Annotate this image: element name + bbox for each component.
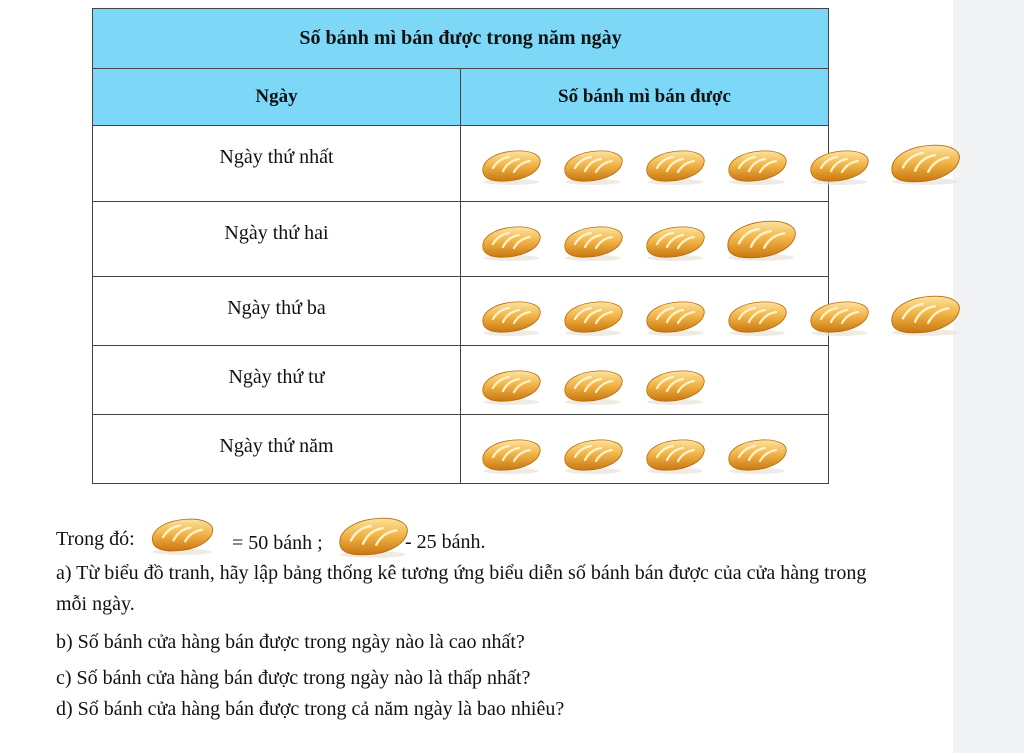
- bread-icon-full: [724, 297, 790, 337]
- legend-full-value: = 50 bánh ;: [232, 532, 323, 554]
- bread-icon-half: [888, 142, 962, 186]
- bread-icon-full: [478, 366, 544, 406]
- table-row: [93, 202, 829, 277]
- bread-icon-full: [642, 297, 708, 337]
- bread-cell: [461, 277, 829, 346]
- question-c: c) Số bánh cửa hàng bán được trong ngày nào là thấp nhất?: [56, 667, 531, 689]
- bread-icon-half: [336, 515, 410, 559]
- day-label: Ngày thứ hai: [93, 202, 461, 277]
- bread-icon-full: [806, 146, 872, 186]
- day-label: Ngày thứ nhất: [93, 126, 461, 202]
- table-row: [93, 277, 829, 346]
- chart-title: Số bánh mì bán được trong năm ngày: [93, 9, 829, 69]
- column-header-quantity: Số bánh mì bán được: [461, 69, 829, 126]
- bread-icon-full: [478, 222, 544, 262]
- bread-cell: [461, 202, 829, 277]
- day-label: Ngày thứ năm: [93, 415, 461, 484]
- bread-icon-full: [560, 146, 626, 186]
- bread-icon-full: [642, 366, 708, 406]
- bread-icon-full: [560, 366, 626, 406]
- bread-icon-full: [560, 435, 626, 475]
- bread-cell: [461, 415, 829, 484]
- question-b: b) Số bánh cửa hàng bán được trong ngày nào là cao nhất?: [56, 631, 525, 653]
- bread-icon-full: [148, 514, 216, 556]
- bread-icon-full: [560, 222, 626, 262]
- pictogram-table: [92, 8, 829, 484]
- bread-icon-half: [724, 218, 798, 262]
- question-d: d) Số bánh cửa hàng bán được trong cả năm ngày là bao nhiêu?: [56, 698, 565, 720]
- day-label: Ngày thứ tư: [93, 346, 461, 415]
- bread-icon-full: [478, 146, 544, 186]
- bread-cell: [461, 126, 829, 202]
- bread-icon-full: [642, 222, 708, 262]
- table-row: [93, 346, 829, 415]
- legend: [56, 514, 656, 558]
- table-row: [93, 415, 829, 484]
- bread-icon-full: [478, 435, 544, 475]
- questions: [56, 558, 896, 725]
- table-row: [93, 126, 829, 202]
- day-label: Ngày thứ ba: [93, 277, 461, 346]
- column-header-day: Ngày: [93, 69, 461, 126]
- side-panel: [953, 0, 1024, 753]
- bread-icon-full: [642, 435, 708, 475]
- bread-icon-full: [560, 297, 626, 337]
- bread-icon-half: [888, 293, 962, 337]
- legend-prefix: Trong đó:: [56, 528, 135, 550]
- legend-half-value: - 25 bánh.: [405, 531, 486, 553]
- bread-cell: [461, 346, 829, 415]
- question-a: a) Từ biểu đồ tranh, hãy lập bảng thống kê tương ứng biểu diễn số bánh bán được của cửa hàng trong mỗi ngày.: [56, 562, 867, 615]
- bread-icon-full: [724, 435, 790, 475]
- bread-icon-full: [724, 146, 790, 186]
- bread-icon-full: [806, 297, 872, 337]
- bread-icon-full: [642, 146, 708, 186]
- bread-icon-full: [478, 297, 544, 337]
